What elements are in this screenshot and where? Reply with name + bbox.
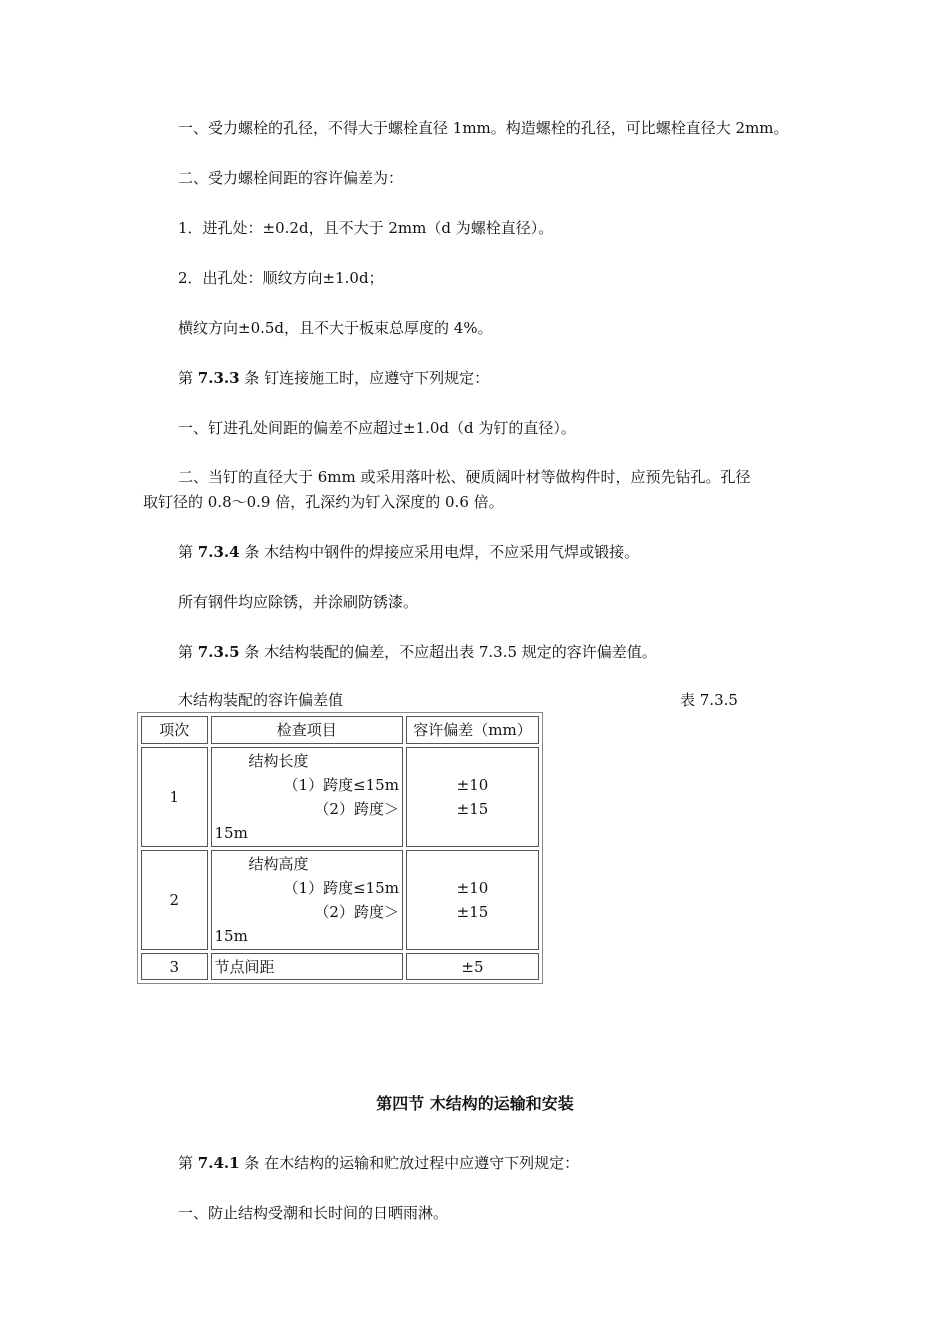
paragraph-nail-spacing: 一、钉进孔处间距的偏差不应超过±1.0d（d 为钉的直径）。: [178, 419, 576, 437]
row-tolerance: ±10 ±15: [406, 747, 539, 847]
row-tolerance: ±10 ±15: [406, 850, 539, 950]
clause-7-3-4: 第 7.3.4 条 木结构中钢件的焊接应采用电焊，不应采用气焊或锻接。: [178, 543, 640, 561]
tolerance-table: [137, 712, 543, 984]
header-no: 项次: [141, 716, 208, 744]
clause-number: 7.4.1: [197, 1154, 240, 1172]
table-row: [141, 953, 539, 980]
row-no: 3: [141, 953, 208, 980]
row-no: 1: [141, 747, 208, 847]
paragraph-rust: 所有钢件均应除锈，并涂刷防锈漆。: [178, 593, 419, 611]
clause-number: 7.3.5: [197, 643, 240, 661]
section-heading: 第四节 木结构的运输和安装: [376, 1094, 574, 1113]
paragraph-bolt-hole: 一、受力螺栓的孔径，不得大于螺栓直径 1mm。构造螺栓的孔径，可比螺栓直径大 2mm。: [178, 119, 789, 137]
header-tolerance: 容许偏差（mm）: [406, 716, 539, 744]
row-no: 2: [141, 850, 208, 950]
row-item: 结构长度 （1）跨度≤15m （2）跨度＞ 15m: [211, 747, 403, 847]
paragraph-bolt-spacing: 二、受力螺栓间距的容许偏差为：: [178, 169, 404, 187]
header-item: 检查项目: [211, 716, 403, 744]
clause-number: 7.3.4: [197, 543, 240, 561]
row-item: 节点间距: [211, 953, 403, 980]
table-number: 表 7.3.5: [680, 691, 738, 709]
table-row: [141, 747, 539, 847]
paragraph-inlet: 1．进孔处：±0.2d，且不大于 2mm（d 为螺栓直径）。: [178, 219, 554, 237]
paragraph-moisture: 一、防止结构受潮和长时间的日晒雨淋。: [178, 1204, 449, 1222]
paragraph-outlet: 2．出孔处：顺纹方向±1.0d；: [178, 269, 384, 287]
table-row: [141, 850, 539, 950]
table-header-row: [141, 716, 539, 744]
row-tolerance: ±5: [406, 953, 539, 980]
paragraph-predrill-line1: 二、当钉的直径大于 6mm 或采用落叶松、硬质阔叶材等做构件时，应预先钻孔。孔径: [178, 468, 751, 486]
clause-number: 7.3.3: [197, 369, 240, 387]
clause-7-4-1: 第 7.4.1 条 在木结构的运输和贮放过程中应遵守下列规定：: [178, 1154, 580, 1172]
row-item: 结构高度 （1）跨度≤15m （2）跨度＞ 15m: [211, 850, 403, 950]
clause-7-3-5: 第 7.3.5 条 木结构装配的偏差，不应超出表 7.3.5 规定的容许偏差值。: [178, 643, 657, 661]
paragraph-transverse: 横纹方向±0.5d，且不大于板束总厚度的 4%。: [178, 319, 493, 337]
table-caption: 木结构装配的容许偏差值: [178, 691, 344, 709]
clause-7-3-3: 第 7.3.3 条 钉连接施工时，应遵守下列规定：: [178, 369, 490, 387]
paragraph-predrill-line2: 取钉径的 0.8～0.9 倍，孔深约为钉入深度的 0.6 倍。: [143, 493, 504, 511]
